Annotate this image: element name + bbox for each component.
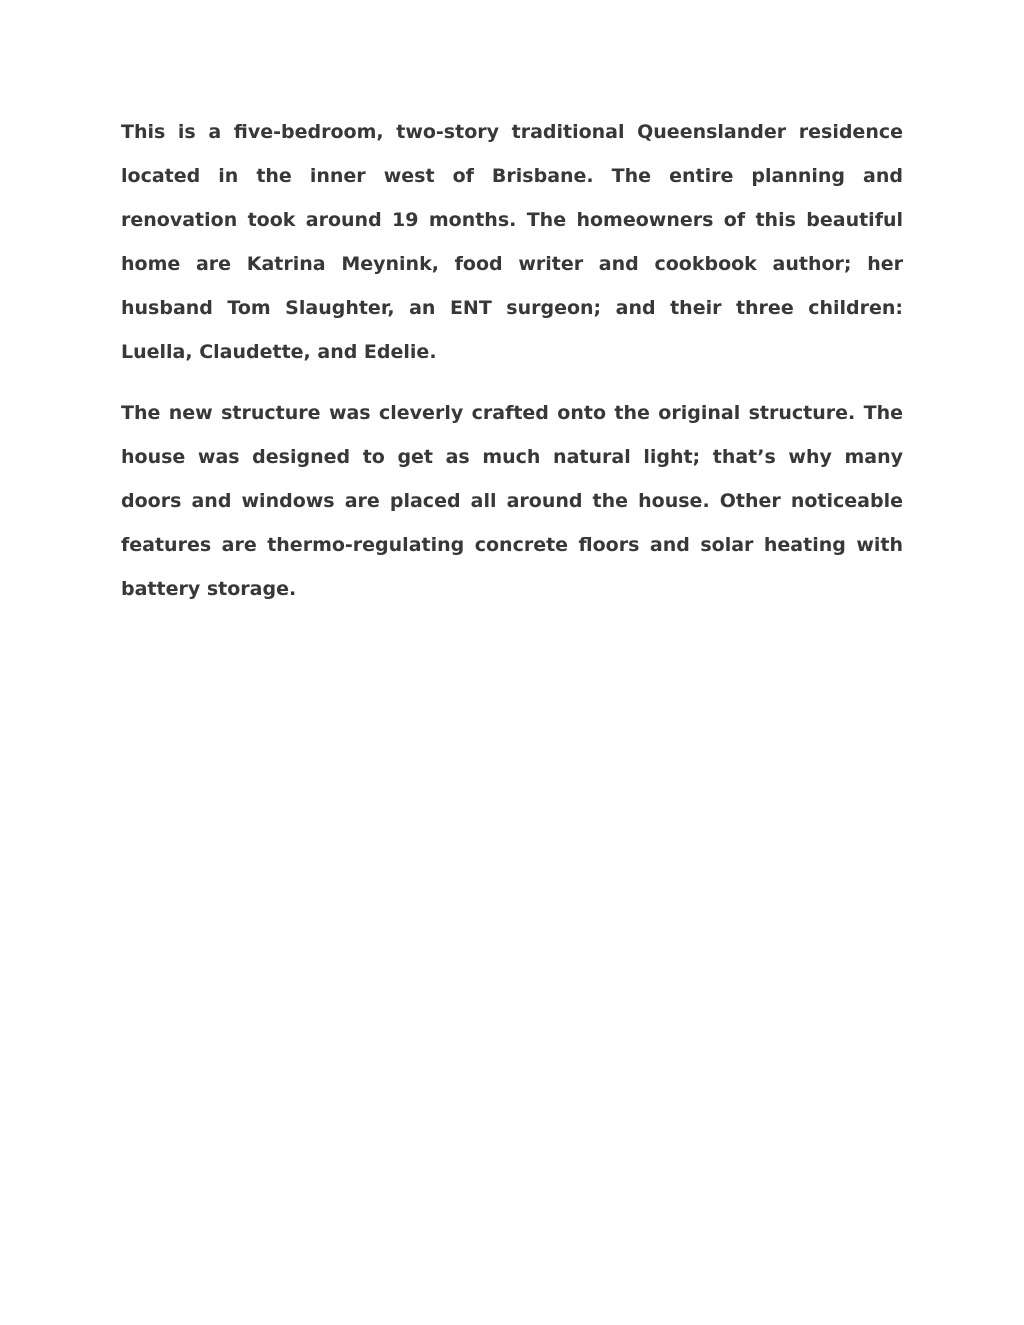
document-body (121, 110, 903, 628)
paragraph-house-overview: This is a five-bedroom, two-story traditional Queenslander residence located in the inner west of Brisbane. The entire planning and renovation took around 19 months. The homeowners of this beautiful home are Katrina Meynink, food writer and cookbook author; her husband Tom Slaughter, an ENT surgeon; and their three children: Luella, Claudette, and Edelie. (121, 121, 903, 363)
paragraph-structure-features: The new structure was cleverly crafted onto the original structure. The house was designed to get as much natural light; that’s why many doors and windows are placed all around the house. Other noticeable features are thermo-regulating concrete floors and solar heating with battery storage. (121, 402, 903, 600)
